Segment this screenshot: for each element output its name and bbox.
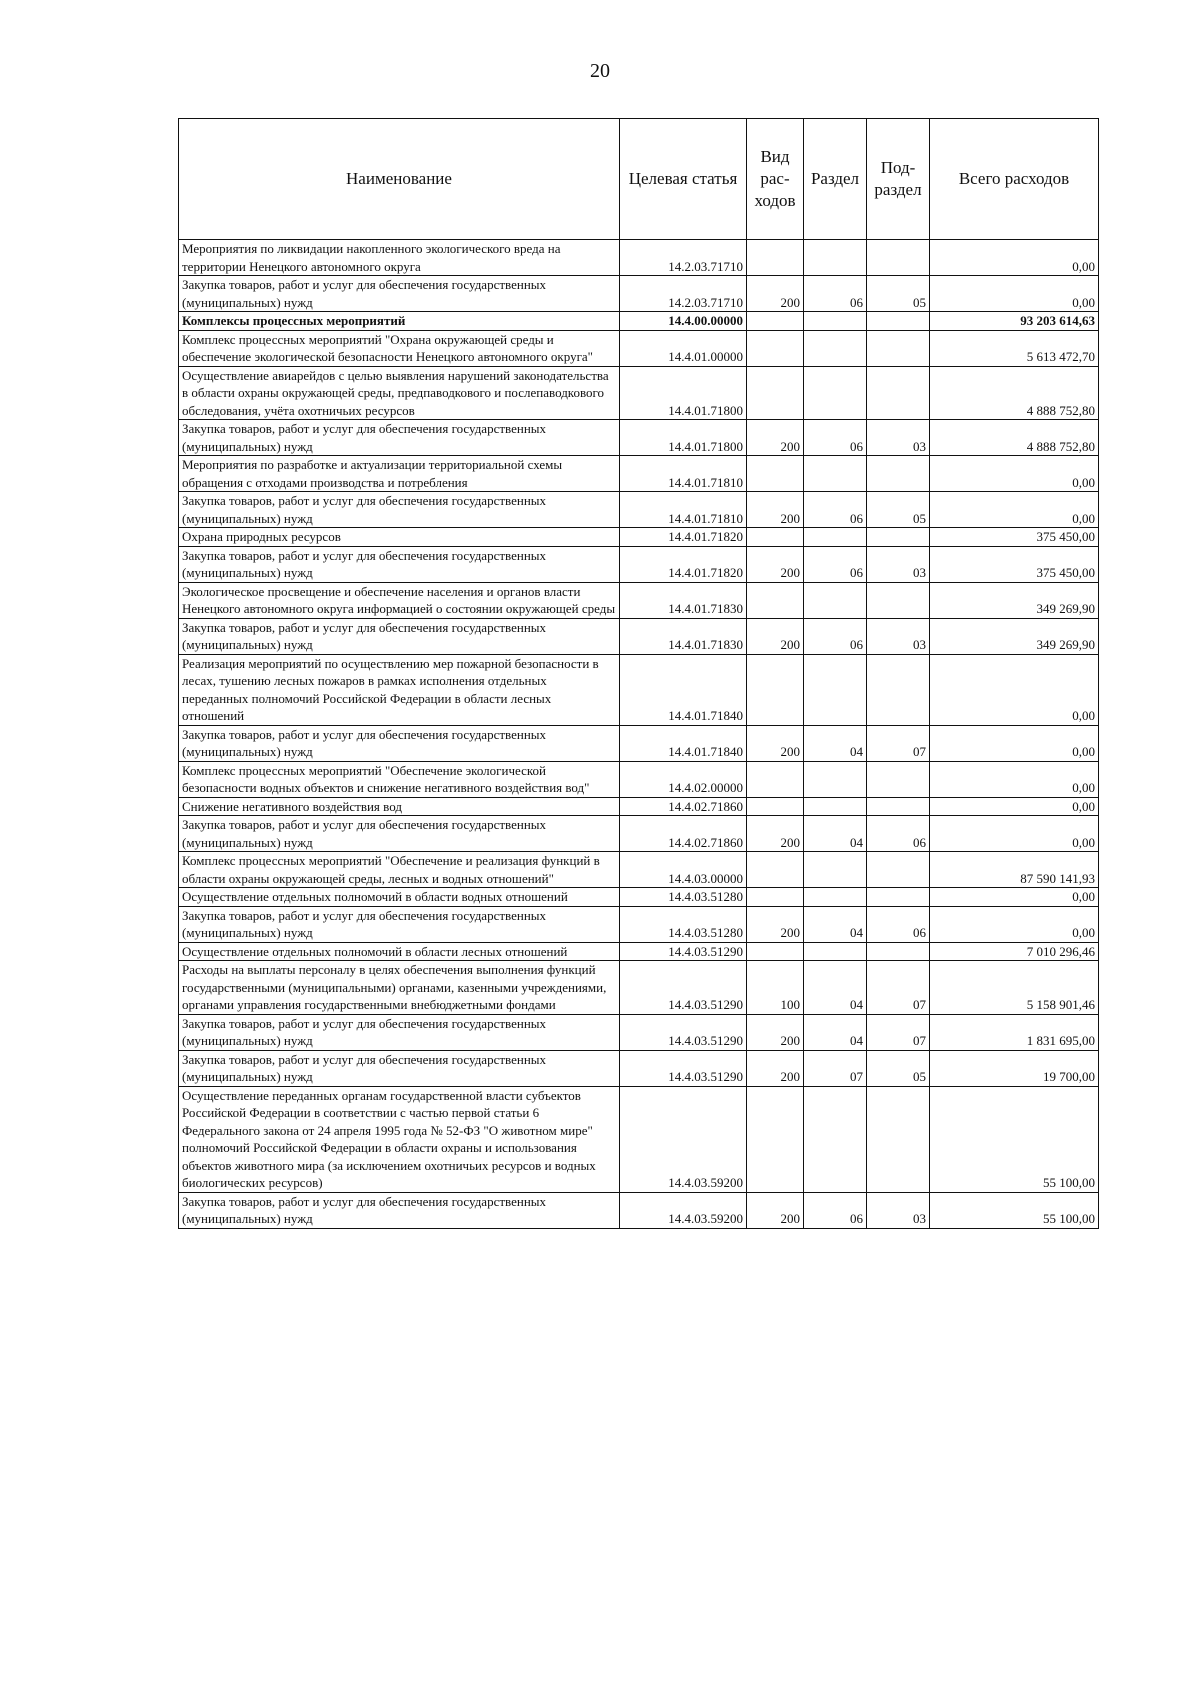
cell-name: Комплекс процессных мероприятий "Обеспечение экологической безопасности водных объектов и снижение негативного воздействия вод" <box>179 761 620 797</box>
cell-podrazdel: 06 <box>867 816 930 852</box>
cell-code: 14.4.03.59200 <box>620 1192 747 1228</box>
cell-name: Закупка товаров, работ и услуг для обеспечения государственных (муниципальных) нужд <box>179 816 620 852</box>
cell-podrazdel <box>867 330 930 366</box>
cell-code: 14.4.03.51280 <box>620 888 747 907</box>
cell-total: 93 203 614,63 <box>930 312 1099 331</box>
cell-podrazdel: 07 <box>867 725 930 761</box>
cell-total: 0,00 <box>930 761 1099 797</box>
cell-name: Мероприятия по ликвидации накопленного экологического вреда на территории Ненецкого автономного округа <box>179 240 620 276</box>
cell-total: 0,00 <box>930 456 1099 492</box>
cell-vid <box>747 1086 804 1192</box>
cell-razdel: 04 <box>804 725 867 761</box>
cell-total: 55 100,00 <box>930 1192 1099 1228</box>
cell-podrazdel: 03 <box>867 618 930 654</box>
cell-name: Расходы на выплаты персоналу в целях обеспечения выполнения функций государственными (муниципальными) органами, казенными учреждениями, органами управления государственными внебюджетными фондами <box>179 961 620 1015</box>
table-row <box>179 816 1099 852</box>
cell-name: Закупка товаров, работ и услуг для обеспечения государственных (муниципальных) нужд <box>179 618 620 654</box>
cell-razdel <box>804 312 867 331</box>
cell-vid <box>747 528 804 547</box>
table-row <box>179 1014 1099 1050</box>
cell-total: 7 010 296,46 <box>930 942 1099 961</box>
cell-vid: 100 <box>747 961 804 1015</box>
cell-name: Осуществление переданных органам государственной власти субъектов Российской Федерации в соответствии с частью первой статьи 6 Федерального закона от 24 апреля 1995 года № 52-ФЗ "О животном мире" полномочий Российской Федерации в области охраны и использования объектов животного мира (за исключением охотничьих ресурсов и водных биологических ресурсов) <box>179 1086 620 1192</box>
cell-podrazdel <box>867 312 930 331</box>
cell-code: 14.4.02.71860 <box>620 797 747 816</box>
cell-code: 14.4.01.71810 <box>620 492 747 528</box>
cell-name: Осуществление авиарейдов с целью выявления нарушений законодательства в области охраны окружающей среды, предпаводкового и послепаводкового обследования, учёта охотничьих ресурсов <box>179 366 620 420</box>
cell-code: 14.4.01.71800 <box>620 366 747 420</box>
cell-razdel <box>804 366 867 420</box>
cell-razdel <box>804 1086 867 1192</box>
cell-razdel: 04 <box>804 961 867 1015</box>
cell-razdel: 06 <box>804 618 867 654</box>
table-row <box>179 725 1099 761</box>
cell-name: Комплекс процессных мероприятий "Обеспечение и реализация функций в области охраны окружающей среды, лесных и водных отношений" <box>179 852 620 888</box>
table-row <box>179 961 1099 1015</box>
table-row <box>179 366 1099 420</box>
cell-name: Комплексы процессных мероприятий <box>179 312 620 331</box>
cell-code: 14.4.01.71830 <box>620 582 747 618</box>
table-row <box>179 1192 1099 1228</box>
cell-razdel <box>804 942 867 961</box>
cell-total: 375 450,00 <box>930 546 1099 582</box>
table-row <box>179 618 1099 654</box>
cell-razdel <box>804 888 867 907</box>
cell-vid <box>747 582 804 618</box>
table-header-row <box>179 119 1099 240</box>
table-row <box>179 852 1099 888</box>
cell-code: 14.2.03.71710 <box>620 276 747 312</box>
cell-podrazdel <box>867 797 930 816</box>
cell-razdel <box>804 761 867 797</box>
cell-vid: 200 <box>747 816 804 852</box>
cell-name: Охрана природных ресурсов <box>179 528 620 547</box>
cell-podrazdel <box>867 852 930 888</box>
table-row <box>179 240 1099 276</box>
table-row <box>179 906 1099 942</box>
table-row <box>179 654 1099 725</box>
cell-vid <box>747 852 804 888</box>
cell-total: 0,00 <box>930 906 1099 942</box>
cell-podrazdel: 05 <box>867 276 930 312</box>
cell-name: Закупка товаров, работ и услуг для обеспечения государственных (муниципальных) нужд <box>179 276 620 312</box>
cell-code: 14.4.03.51290 <box>620 1014 747 1050</box>
cell-name: Закупка товаров, работ и услуг для обеспечения государственных (муниципальных) нужд <box>179 492 620 528</box>
table-row <box>179 1086 1099 1192</box>
cell-code: 14.4.02.71860 <box>620 816 747 852</box>
cell-code: 14.4.00.00000 <box>620 312 747 331</box>
cell-podrazdel <box>867 761 930 797</box>
cell-razdel: 06 <box>804 492 867 528</box>
cell-razdel: 07 <box>804 1050 867 1086</box>
cell-total: 0,00 <box>930 240 1099 276</box>
cell-name: Закупка товаров, работ и услуг для обеспечения государственных (муниципальных) нужд <box>179 546 620 582</box>
cell-name: Комплекс процессных мероприятий "Охрана окружающей среды и обеспечение экологической безопасности Ненецкого автономного округа" <box>179 330 620 366</box>
cell-razdel <box>804 852 867 888</box>
table-row <box>179 546 1099 582</box>
table-row <box>179 797 1099 816</box>
cell-total: 349 269,90 <box>930 618 1099 654</box>
cell-total: 55 100,00 <box>930 1086 1099 1192</box>
header-razdel: Раздел <box>804 119 867 240</box>
cell-podrazdel: 03 <box>867 546 930 582</box>
cell-total: 87 590 141,93 <box>930 852 1099 888</box>
cell-code: 14.4.01.71810 <box>620 456 747 492</box>
cell-total: 0,00 <box>930 492 1099 528</box>
cell-podrazdel <box>867 240 930 276</box>
cell-podrazdel <box>867 528 930 547</box>
cell-vid <box>747 240 804 276</box>
header-podrazdel: Под-раздел <box>867 119 930 240</box>
cell-vid <box>747 888 804 907</box>
cell-total: 375 450,00 <box>930 528 1099 547</box>
table-row <box>179 1050 1099 1086</box>
cell-total: 349 269,90 <box>930 582 1099 618</box>
cell-name: Закупка товаров, работ и услуг для обеспечения государственных (муниципальных) нужд <box>179 1192 620 1228</box>
cell-vid: 200 <box>747 420 804 456</box>
cell-podrazdel: 06 <box>867 906 930 942</box>
cell-total: 1 831 695,00 <box>930 1014 1099 1050</box>
cell-razdel: 04 <box>804 816 867 852</box>
cell-razdel <box>804 654 867 725</box>
table-body <box>179 240 1099 1229</box>
table-row <box>179 761 1099 797</box>
cell-razdel <box>804 582 867 618</box>
cell-podrazdel <box>867 366 930 420</box>
cell-total: 0,00 <box>930 654 1099 725</box>
cell-razdel: 06 <box>804 420 867 456</box>
cell-podrazdel: 05 <box>867 1050 930 1086</box>
cell-podrazdel <box>867 654 930 725</box>
cell-razdel <box>804 330 867 366</box>
cell-total: 0,00 <box>930 888 1099 907</box>
cell-name: Закупка товаров, работ и услуг для обеспечения государственных (муниципальных) нужд <box>179 906 620 942</box>
cell-vid: 200 <box>747 1014 804 1050</box>
cell-code: 14.4.01.00000 <box>620 330 747 366</box>
cell-vid <box>747 366 804 420</box>
cell-razdel: 06 <box>804 276 867 312</box>
cell-code: 14.4.03.51290 <box>620 1050 747 1086</box>
cell-code: 14.4.01.71820 <box>620 528 747 547</box>
cell-vid: 200 <box>747 276 804 312</box>
cell-total: 5 158 901,46 <box>930 961 1099 1015</box>
cell-code: 14.4.01.71840 <box>620 725 747 761</box>
cell-vid <box>747 654 804 725</box>
cell-podrazdel: 05 <box>867 492 930 528</box>
cell-code: 14.4.03.51290 <box>620 961 747 1015</box>
cell-name: Снижение негативного воздействия вод <box>179 797 620 816</box>
cell-vid: 200 <box>747 906 804 942</box>
cell-code: 14.4.01.71820 <box>620 546 747 582</box>
cell-vid: 200 <box>747 546 804 582</box>
cell-razdel: 06 <box>804 1192 867 1228</box>
cell-razdel <box>804 797 867 816</box>
cell-vid: 200 <box>747 492 804 528</box>
cell-podrazdel: 07 <box>867 961 930 1015</box>
cell-vid: 200 <box>747 1050 804 1086</box>
cell-vid <box>747 942 804 961</box>
cell-vid <box>747 797 804 816</box>
cell-code: 14.4.01.71840 <box>620 654 747 725</box>
cell-total: 0,00 <box>930 816 1099 852</box>
cell-vid <box>747 456 804 492</box>
cell-vid <box>747 761 804 797</box>
table-row <box>179 312 1099 331</box>
page-number: 20 <box>590 60 610 82</box>
cell-name: Мероприятия по разработке и актуализации территориальной схемы обращения с отходами производства и потребления <box>179 456 620 492</box>
table-row <box>179 330 1099 366</box>
cell-name: Осуществление отдельных полномочий в области водных отношений <box>179 888 620 907</box>
table-row <box>179 528 1099 547</box>
budget-table <box>178 118 1099 1229</box>
cell-total: 4 888 752,80 <box>930 366 1099 420</box>
cell-name: Закупка товаров, работ и услуг для обеспечения государственных (муниципальных) нужд <box>179 1014 620 1050</box>
cell-podrazdel <box>867 888 930 907</box>
cell-name: Экологическое просвещение и обеспечение населения и органов власти Ненецкого автономного округа информацией о состоянии окружающей среды <box>179 582 620 618</box>
cell-razdel: 06 <box>804 546 867 582</box>
cell-code: 14.4.03.59200 <box>620 1086 747 1192</box>
cell-code: 14.4.03.00000 <box>620 852 747 888</box>
cell-vid: 200 <box>747 725 804 761</box>
cell-razdel <box>804 528 867 547</box>
cell-name: Закупка товаров, работ и услуг для обеспечения государственных (муниципальных) нужд <box>179 420 620 456</box>
cell-code: 14.4.02.00000 <box>620 761 747 797</box>
cell-podrazdel <box>867 582 930 618</box>
cell-code: 14.4.01.71800 <box>620 420 747 456</box>
cell-name: Реализация мероприятий по осуществлению мер пожарной безопасности в лесах, тушению лесных пожаров в рамках исполнения отдельных переданных полномочий Российской Федерации в области лесных отношений <box>179 654 620 725</box>
table-row <box>179 492 1099 528</box>
cell-total: 0,00 <box>930 276 1099 312</box>
cell-vid <box>747 312 804 331</box>
cell-razdel: 04 <box>804 906 867 942</box>
cell-razdel <box>804 456 867 492</box>
cell-vid <box>747 330 804 366</box>
cell-name: Закупка товаров, работ и услуг для обеспечения государственных (муниципальных) нужд <box>179 725 620 761</box>
cell-vid: 200 <box>747 1192 804 1228</box>
cell-podrazdel <box>867 1086 930 1192</box>
cell-total: 4 888 752,80 <box>930 420 1099 456</box>
header-code: Целевая статья <box>620 119 747 240</box>
table-row <box>179 420 1099 456</box>
cell-total: 5 613 472,70 <box>930 330 1099 366</box>
cell-razdel <box>804 240 867 276</box>
cell-podrazdel <box>867 456 930 492</box>
table-row <box>179 276 1099 312</box>
table-row <box>179 888 1099 907</box>
cell-podrazdel: 03 <box>867 1192 930 1228</box>
cell-podrazdel: 07 <box>867 1014 930 1050</box>
cell-code: 14.2.03.71710 <box>620 240 747 276</box>
table-row <box>179 456 1099 492</box>
cell-code: 14.4.01.71830 <box>620 618 747 654</box>
cell-total: 0,00 <box>930 797 1099 816</box>
cell-name: Осуществление отдельных полномочий в области лесных отношений <box>179 942 620 961</box>
header-vid: Вид рас-ходов <box>747 119 804 240</box>
cell-razdel: 04 <box>804 1014 867 1050</box>
cell-podrazdel: 03 <box>867 420 930 456</box>
cell-total: 19 700,00 <box>930 1050 1099 1086</box>
cell-code: 14.4.03.51290 <box>620 942 747 961</box>
cell-podrazdel <box>867 942 930 961</box>
cell-name: Закупка товаров, работ и услуг для обеспечения государственных (муниципальных) нужд <box>179 1050 620 1086</box>
cell-vid: 200 <box>747 618 804 654</box>
cell-total: 0,00 <box>930 725 1099 761</box>
table-row <box>179 942 1099 961</box>
header-total: Всего расходов <box>930 119 1099 240</box>
table-row <box>179 582 1099 618</box>
header-name: Наименование <box>179 119 620 240</box>
cell-code: 14.4.03.51280 <box>620 906 747 942</box>
